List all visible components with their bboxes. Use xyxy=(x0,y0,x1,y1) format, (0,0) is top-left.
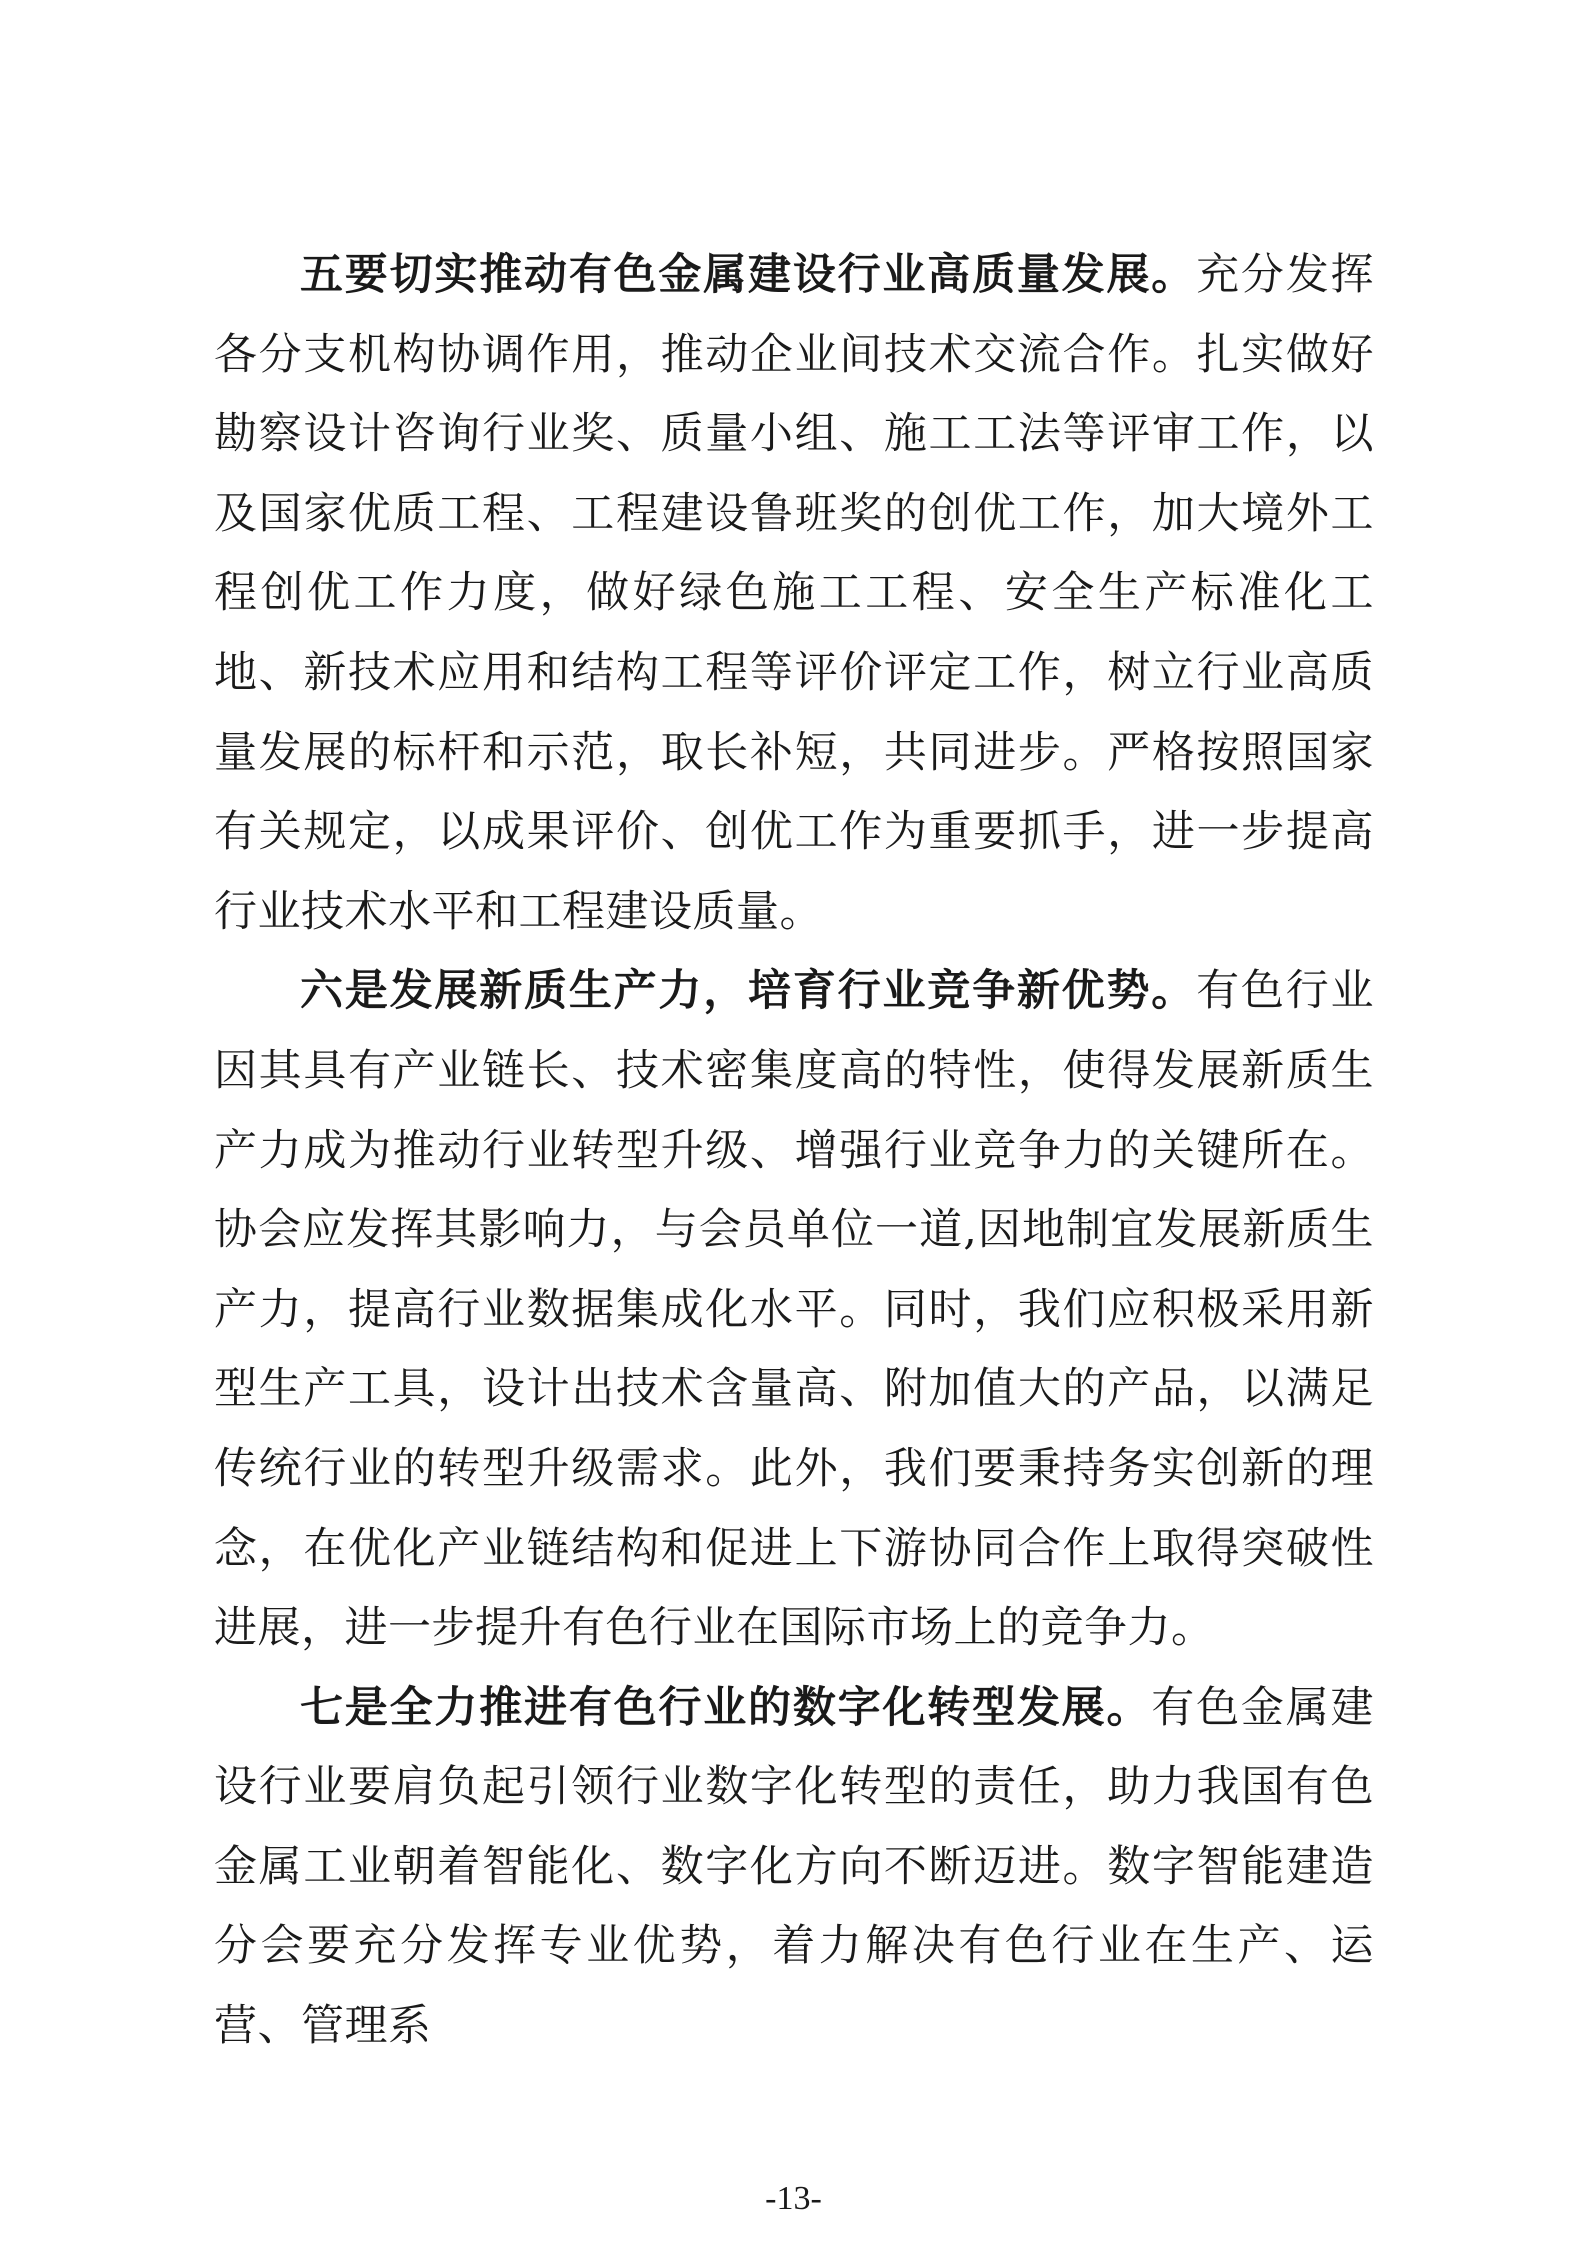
paragraph-text: 充分发挥各分支机构协调作用，推动企业间技术交流合作。扎实做好勘察设计咨询行业奖、质量小组、施工工法等评审工作，以及国家优质工程、工程建设鲁班奖的创优工作，加大境外工程创优工作力度，做好绿色施工工程、安全生产标准化工地、新技术应用和结构工程等评价评定工作，树立行业高质量发展的标杆和示范，取长补短，共同进步。严格按照国家有关规定，以成果评价、创优工作为重要抓手，进一步提高行业技术水平和工程建设质量。 xyxy=(214,250,1375,937)
paragraph-six xyxy=(214,952,1374,1668)
paragraph-heading: 六是发展新质生产力，培育行业竞争新优势。 xyxy=(300,966,1197,1017)
paragraph-heading: 五要切实推动有色金属建设行业高质量发展。 xyxy=(300,250,1197,300)
paragraph-seven xyxy=(214,1669,1374,2067)
paragraph-heading: 七是全力推进有色行业的数字化转型发展。 xyxy=(300,1682,1152,1733)
paragraph-five xyxy=(214,236,1374,952)
paragraph-text: 有色行业因其具有产业链长、技术密集度高的特性，使得发展新质生产力成为推动行业转型升级、增强行业竞争力的关键所在。协会应发挥其影响力，与会员单位一道,因地制宜发展新质生产力，提高行业数据集成化水平。同时，我们应积极采用新型生产工具，设计出技术含量高、附加值大的产品，以满足传统行业的转型升级需求。此外，我们要秉持务实创新的理念，在优化产业链结构和促进上下游协同合作上取得突破性进展，进一步提升有色行业在国际市场上的竞争力。 xyxy=(214,966,1375,1654)
page-body xyxy=(214,236,1374,2067)
paragraph-text: 有色金属建设行业要肩负起引领行业数字化转型的责任，助力我国有色金属工业朝着智能化、数字化方向不断迈进。数字智能建造分会要充分发挥专业优势，着力解决有色行业在生产、运营、管理系 xyxy=(214,1682,1375,2052)
page-number: -13- xyxy=(765,2180,822,2217)
